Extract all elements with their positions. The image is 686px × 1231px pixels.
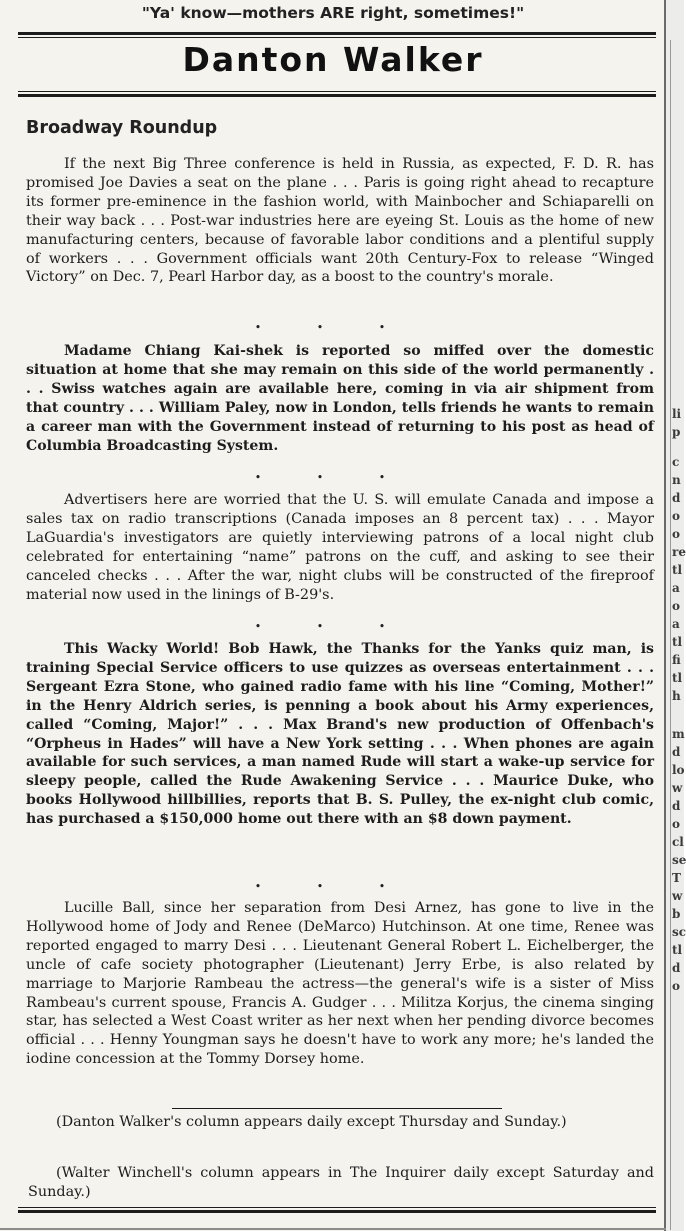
adjacent-fragment: tl — [672, 563, 683, 577]
adjacent-fragment: cl — [672, 835, 684, 849]
name-rule-thin — [18, 91, 656, 92]
adjacent-fragment: m — [672, 727, 685, 741]
column-tagline: "Ya' know—mothers ARE right, sometimes!" — [141, 4, 525, 22]
adjacent-fragment: b — [672, 907, 681, 921]
bottom-rule-thick — [18, 1210, 656, 1213]
adjacent-fragment: c — [672, 455, 680, 469]
separator-dots: • • • — [254, 880, 412, 893]
top-rule-thin — [18, 37, 656, 38]
adjacent-fragment: o — [672, 509, 681, 523]
top-rule-thick — [18, 32, 656, 35]
adjacent-fragment: n — [672, 473, 681, 487]
adjacent-fragment: lo — [672, 763, 685, 777]
adjacent-column-strip — [666, 0, 684, 1231]
adjacent-fragment: T — [672, 871, 681, 885]
adjacent-fragment: p — [672, 425, 681, 439]
adjacent-fragment: a — [672, 581, 680, 595]
adjacent-fragment: tl — [672, 671, 683, 685]
columnist-name: Danton Walker — [182, 40, 484, 79]
adjacent-fragment: tl — [672, 943, 683, 957]
adjacent-fragment: d — [672, 745, 681, 759]
paragraph-4: This Wacky World! Bob Hawk, the Thanks for the Yanks quiz man, is training Special Service officers to use quizzes as overseas entertainment . . . Sergeant Ezra Stone, who gained radio fame with his line “Coming, Mother!” in the Henry Aldrich series, is penning a book about his Army experiences, called “Coming, Major!” . . . Max Brand's new production of Offenbach's “Orpheus in Hades” will have a New York setting . . . When phones are again available for such services, a man named Rude will start a wake-up service for sleepy people, called the Rude Awakening Service . . . Maurice Duke, who books Hollywood hillbillies, reports that B. S. Pulley, the ex-night club comic, has purchased a $150,000 home out there with an $8 down payment. — [26, 641, 654, 828]
adjacent-fragment: w — [672, 889, 683, 903]
adjacent-fragment: re — [672, 545, 686, 559]
separator-dots: • • • — [254, 321, 412, 334]
adjacent-fragment: se — [672, 853, 686, 867]
note-walter-winchell: (Walter Winchell's column appears in The Inquirer daily except Saturday and Sunday.) — [28, 1165, 654, 1200]
page-edge-bottom — [0, 1228, 666, 1230]
section-heading: Broadway Roundup — [26, 118, 218, 138]
adjacent-fragment: sc — [672, 925, 686, 939]
adjacent-fragment: li — [672, 407, 682, 421]
separator-dots: • • • — [254, 471, 412, 484]
paragraph-1: If the next Big Three conference is held in Russia, as expected, F. D. R. has promised Joe Davies a seat on the plane . . . Paris is going right ahead to recapture its former pre-eminence in the fashion world, with Mainbocher and Schiaparelli on their way back . . . Post-war industries here are eyeing St. Louis as the home of new manufacturing centers, because of favorable labor conditions and a plentiful supply of workers . . . Government officials want 20th Century-Fox to release “Winged Victory” on Dec. 7, Pearl Harbor day, as a boost to the country's morale. — [26, 156, 654, 286]
adjacent-fragment: o — [672, 599, 681, 613]
notes-short-rule — [172, 1108, 502, 1109]
adjacent-fragment: o — [672, 979, 681, 993]
paragraph-5: Lucille Ball, since her separation from Desi Arnez, has gone to live in the Hollywood home of Jody and Renee (DeMarco) Hutchinson. At one time, Renee was reported engaged to marry Desi . . . Lieutenant General Robert L. Eichelberger, the uncle of cafe society photographer (Lieutenant) Jerry Erbe, is also related by marriage to Marjorie Rambeau the actress—the general's wife is a sister of Miss Rambeau's current spouse, Francis A. Gudger . . . Militza Korjus, the cinema singing star, has selected a West Coast writer as her next when her pending divorce becomes official . . . Henny Youngman says he doesn't have to work any more; he's landed the iodine concession at the Tommy Dorsey home. — [26, 900, 654, 1068]
adjacent-fragment: d — [672, 491, 681, 505]
name-rule-thick — [18, 94, 656, 97]
adjacent-fragment: h — [672, 689, 681, 703]
bottom-rule-thin — [18, 1207, 656, 1208]
adjacent-fragment: d — [672, 961, 681, 975]
adjacent-fragment: a — [672, 617, 680, 631]
separator-dots: • • • — [254, 620, 412, 633]
paragraph-2: Madame Chiang Kai-shek is reported so miffed over the domestic situation at home that she may remain on this side of the world permanently . . . Swiss watches again are available here, coming in via air shipment from that country . . . William Paley, now in London, tells friends he wants to remain a career man with the Government instead of returning to his post as head of Columbia Broadcasting System. — [26, 343, 654, 454]
note-danton-walker: (Danton Walker's column appears daily except Thursday and Sunday.) — [56, 1114, 567, 1130]
adjacent-fragment: tl — [672, 635, 683, 649]
adjacent-fragment: o — [672, 817, 681, 831]
adjacent-fragment: o — [672, 527, 681, 541]
adjacent-fragment: d — [672, 799, 681, 813]
adjacent-column-rule — [670, 40, 671, 1230]
paragraph-3: Advertisers here are worried that the U. S. will emulate Canada and impose a sales tax on radio transcriptions (Canada imposes an 8 percent tax) . . . Mayor LaGuardia's investigators are quietly interviewing patrons of a local night club celebrated for entertaining “name” patrons on the cuff, and asking to see their canceled checks . . . After the war, night clubs will be constructed of the fireproof material now used in the linings of B-29's. — [26, 492, 654, 603]
adjacent-fragment: fi — [672, 653, 681, 667]
adjacent-fragment: w — [672, 781, 683, 795]
